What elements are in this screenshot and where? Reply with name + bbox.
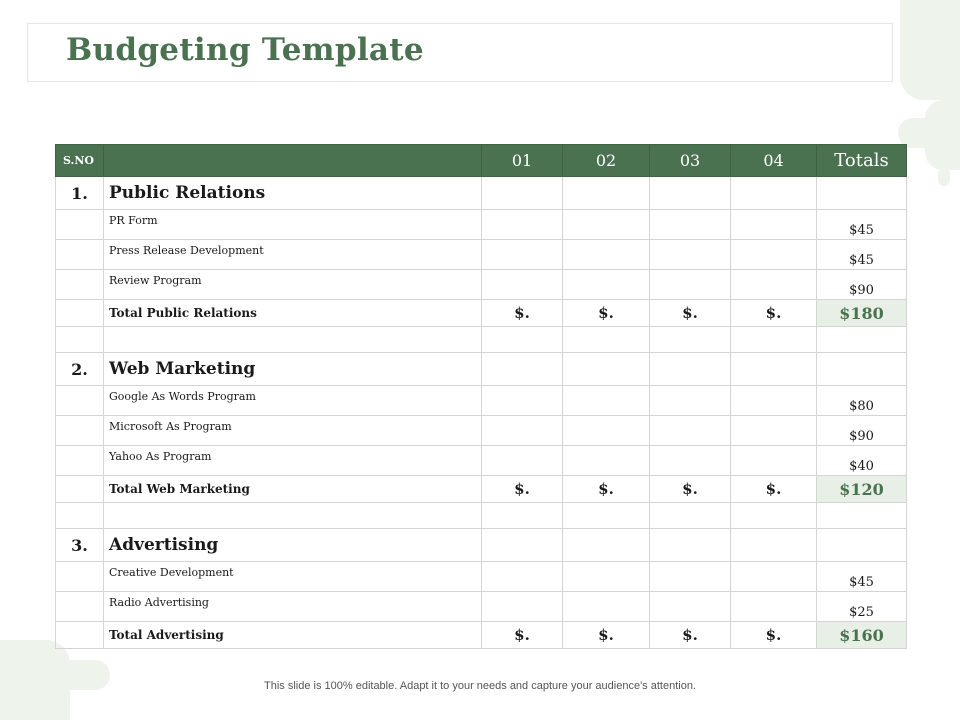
- section-total-row: [56, 300, 907, 327]
- quarter-total-cell: $.: [731, 622, 817, 649]
- section-row: [56, 529, 907, 562]
- empty-cell: [731, 529, 817, 562]
- table-row: [56, 416, 907, 446]
- empty-cell: [56, 503, 104, 529]
- quarter-total-cell: $.: [563, 476, 650, 503]
- empty-cell: [56, 622, 104, 649]
- section-grand-total: $160: [817, 622, 907, 649]
- empty-cell: [563, 529, 650, 562]
- line-item-name: Review Program: [104, 270, 482, 300]
- empty-cell: [563, 210, 650, 240]
- empty-cell: [482, 210, 563, 240]
- empty-cell: [650, 562, 731, 592]
- line-item-name: Google As Words Program: [104, 386, 482, 416]
- table-row: [56, 386, 907, 416]
- empty-cell: [731, 240, 817, 270]
- section-total-label: Total Web Marketing: [104, 476, 482, 503]
- table-row: [56, 446, 907, 476]
- section-name: Public Relations: [104, 177, 482, 210]
- empty-cell: [563, 270, 650, 300]
- empty-cell: [731, 416, 817, 446]
- section-total-label: Total Advertising: [104, 622, 482, 649]
- quarter-total-cell: $.: [563, 300, 650, 327]
- empty-cell: [482, 327, 563, 353]
- empty-cell: [482, 386, 563, 416]
- empty-cell: [650, 177, 731, 210]
- empty-cell: [563, 416, 650, 446]
- table-row: [56, 592, 907, 622]
- empty-cell: [56, 210, 104, 240]
- section-row: [56, 177, 907, 210]
- empty-cell: [104, 503, 482, 529]
- empty-cell: [56, 476, 104, 503]
- quarter-total-cell: $.: [482, 622, 563, 649]
- empty-cell: [482, 592, 563, 622]
- spacer-row: [56, 503, 907, 529]
- empty-cell: [563, 562, 650, 592]
- empty-cell: [56, 240, 104, 270]
- empty-cell: [650, 529, 731, 562]
- header-col-01: 01: [482, 145, 563, 177]
- empty-cell: [650, 240, 731, 270]
- quarter-total-cell: $.: [650, 476, 731, 503]
- table-row: [56, 270, 907, 300]
- line-item-name: PR Form: [104, 210, 482, 240]
- table-row: [56, 210, 907, 240]
- line-item-total: $90: [817, 270, 907, 300]
- empty-cell: [731, 177, 817, 210]
- empty-cell: [731, 353, 817, 386]
- empty-cell: [731, 210, 817, 240]
- empty-cell: [731, 386, 817, 416]
- empty-cell: [650, 386, 731, 416]
- empty-cell: [563, 592, 650, 622]
- line-item-total: $45: [817, 562, 907, 592]
- empty-cell: [56, 270, 104, 300]
- decor-top-right-shape: [900, 0, 960, 100]
- quarter-total-cell: $.: [650, 622, 731, 649]
- empty-cell: [56, 592, 104, 622]
- empty-cell: [817, 327, 907, 353]
- empty-cell: [650, 416, 731, 446]
- budget-table-body: [56, 145, 907, 649]
- section-total-label: Total Public Relations: [104, 300, 482, 327]
- empty-cell: [650, 327, 731, 353]
- table-header-row: [56, 145, 907, 177]
- title-box: [27, 23, 893, 82]
- table-row: [56, 240, 907, 270]
- empty-cell: [482, 446, 563, 476]
- empty-cell: [650, 270, 731, 300]
- empty-cell: [650, 503, 731, 529]
- line-item-total: $45: [817, 210, 907, 240]
- line-item-name: Microsoft As Program: [104, 416, 482, 446]
- empty-cell: [650, 592, 731, 622]
- line-item-name: Yahoo As Program: [104, 446, 482, 476]
- header-totals: Totals: [817, 145, 907, 177]
- empty-cell: [731, 562, 817, 592]
- empty-cell: [817, 503, 907, 529]
- line-item-total: $25: [817, 592, 907, 622]
- quarter-total-cell: $.: [731, 476, 817, 503]
- empty-cell: [56, 327, 104, 353]
- quarter-total-cell: $.: [563, 622, 650, 649]
- empty-cell: [563, 353, 650, 386]
- empty-cell: [482, 353, 563, 386]
- empty-cell: [650, 210, 731, 240]
- empty-cell: [104, 327, 482, 353]
- footer-note: This slide is 100% editable. Adapt it to your needs and capture your audience's attention.: [264, 680, 696, 692]
- line-item-total: $45: [817, 240, 907, 270]
- empty-cell: [731, 327, 817, 353]
- header-blank: [104, 145, 482, 177]
- header-col-04: 04: [731, 145, 817, 177]
- section-number: 2.: [56, 353, 104, 386]
- section-number: 3.: [56, 529, 104, 562]
- header-col-02: 02: [563, 145, 650, 177]
- empty-cell: [817, 353, 907, 386]
- empty-cell: [482, 529, 563, 562]
- empty-cell: [563, 503, 650, 529]
- line-item-total: $80: [817, 386, 907, 416]
- empty-cell: [56, 562, 104, 592]
- section-number: 1.: [56, 177, 104, 210]
- empty-cell: [482, 562, 563, 592]
- section-name: Web Marketing: [104, 353, 482, 386]
- empty-cell: [563, 327, 650, 353]
- header-sno: S.NO: [56, 145, 104, 177]
- line-item-total: $40: [817, 446, 907, 476]
- empty-cell: [56, 416, 104, 446]
- section-total-row: [56, 476, 907, 503]
- decor-right-dot: [938, 168, 950, 186]
- section-row: [56, 353, 907, 386]
- empty-cell: [817, 529, 907, 562]
- quarter-total-cell: $.: [731, 300, 817, 327]
- empty-cell: [563, 386, 650, 416]
- empty-cell: [482, 416, 563, 446]
- decor-right-blob: [898, 118, 960, 148]
- quarter-total-cell: $.: [650, 300, 731, 327]
- line-item-total: $90: [817, 416, 907, 446]
- line-item-name: Press Release Development: [104, 240, 482, 270]
- empty-cell: [650, 353, 731, 386]
- empty-cell: [563, 177, 650, 210]
- section-total-row: [56, 622, 907, 649]
- empty-cell: [56, 386, 104, 416]
- empty-cell: [482, 240, 563, 270]
- empty-cell: [650, 446, 731, 476]
- empty-cell: [482, 503, 563, 529]
- section-grand-total: $180: [817, 300, 907, 327]
- empty-cell: [56, 300, 104, 327]
- section-grand-total: $120: [817, 476, 907, 503]
- budget-table: [55, 144, 907, 649]
- quarter-total-cell: $.: [482, 476, 563, 503]
- line-item-name: Radio Advertising: [104, 592, 482, 622]
- quarter-total-cell: $.: [482, 300, 563, 327]
- empty-cell: [56, 446, 104, 476]
- line-item-name: Creative Development: [104, 562, 482, 592]
- header-col-03: 03: [650, 145, 731, 177]
- table-row: [56, 562, 907, 592]
- empty-cell: [731, 446, 817, 476]
- spacer-row: [56, 327, 907, 353]
- empty-cell: [731, 270, 817, 300]
- page-title: Budgeting Template: [66, 32, 424, 68]
- section-name: Advertising: [104, 529, 482, 562]
- empty-cell: [563, 240, 650, 270]
- empty-cell: [731, 592, 817, 622]
- empty-cell: [482, 270, 563, 300]
- empty-cell: [482, 177, 563, 210]
- empty-cell: [731, 503, 817, 529]
- empty-cell: [817, 177, 907, 210]
- empty-cell: [563, 446, 650, 476]
